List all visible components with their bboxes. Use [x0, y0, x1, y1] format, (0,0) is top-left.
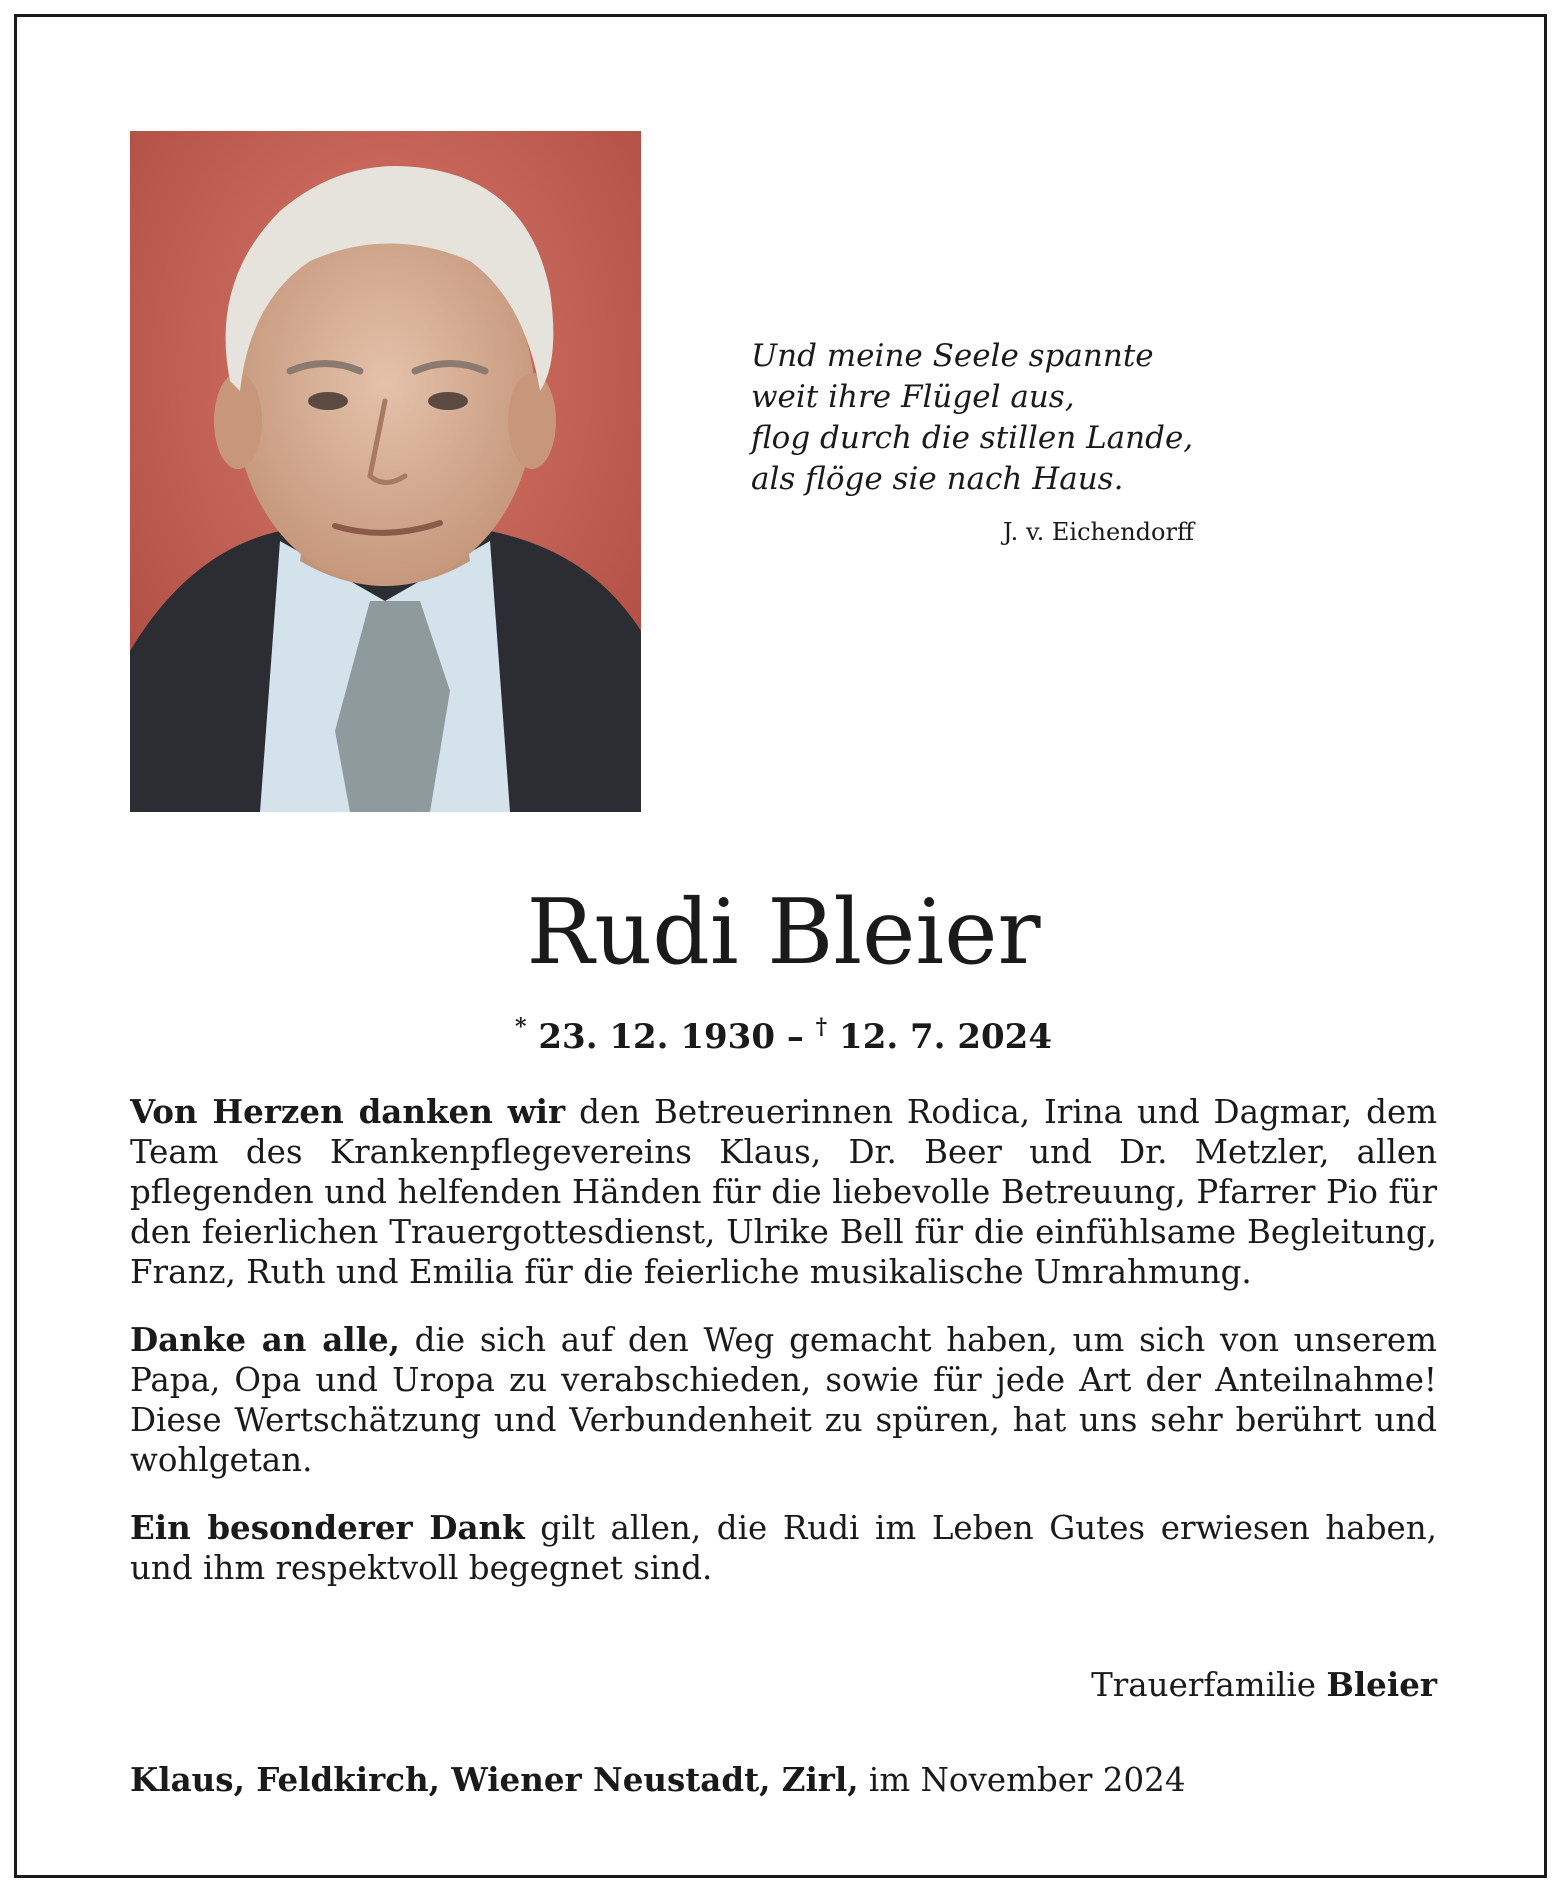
portrait-eye-left	[308, 392, 348, 410]
portrait-photo	[130, 131, 641, 812]
thanks-text	[130, 1092, 1437, 1616]
family-signature	[130, 1665, 1437, 1705]
portrait-eye-right	[428, 392, 468, 410]
paragraph-lead: Ein besonderer Dank	[130, 1508, 525, 1547]
paragraph-lead: Von Herzen danken wir	[130, 1092, 566, 1131]
place-date: im November 2024	[858, 1761, 1186, 1799]
thanks-paragraph	[130, 1092, 1437, 1292]
quote-line: als flöge sie nach Haus.	[751, 461, 1124, 497]
paragraph-lead: Danke an alle,	[130, 1320, 400, 1359]
place-and-date	[130, 1760, 1437, 1800]
death-date: 12. 7. 2024	[839, 1017, 1052, 1057]
death-symbol: †	[815, 1014, 828, 1040]
paragraph-text: gilt allen, die Rudi im Leben Gutes erwiesen haben, und ihm respektvoll begegnet sind.	[130, 1509, 1437, 1587]
family-name: Bleier	[1326, 1665, 1437, 1704]
portrait-illustration	[130, 131, 641, 812]
portrait-ear-right	[508, 373, 556, 469]
quote-line: Und meine Seele spannte	[751, 338, 1154, 374]
place-towns: Klaus, Feldkirch, Wiener Neustadt, Zirl,	[130, 1760, 859, 1799]
birth-date: 23. 12. 1930	[538, 1017, 775, 1057]
life-dates	[0, 1005, 1567, 1059]
date-separator: –	[774, 1017, 816, 1057]
thanks-paragraph	[130, 1508, 1437, 1588]
deceased-name: Rudi Bleier	[526, 880, 1041, 985]
memorial-quote	[751, 336, 1221, 500]
quote-line: weit ihre Flügel aus,	[751, 379, 1075, 415]
signature-prefix: Trauerfamilie	[1091, 1666, 1327, 1704]
quote-line: flog durch die stillen Lande,	[751, 420, 1194, 456]
birth-symbol: *	[515, 1014, 527, 1040]
quote-author: J. v. Eichendorff	[1002, 518, 1194, 546]
thanks-paragraph	[130, 1320, 1437, 1480]
paragraph-text: die sich auf den Weg gemacht haben, um sich von unserem Papa, Opa und Uropa zu verabschieden, sowie für jede Art der Anteilnahme! Diese Wertschätzung und Verbundenheit zu spüren, hat uns sehr berührt und wohlgetan.	[130, 1321, 1437, 1479]
paragraph-text: den Betreuerinnen Rodica, Irina und Dagmar, dem Team des Krankenpflegevereins Klaus, Dr. Beer und Dr. Metzler, allen pflegenden und helfenden Händen für die liebevolle Betreuung, Pfarrer Pio für den feierlichen Trauergottesdienst, Ulrike Bell für die einfühlsame Begleitung, Franz, Ruth und Emilia für die feierliche musikalische Umrahmung.	[130, 1093, 1438, 1291]
